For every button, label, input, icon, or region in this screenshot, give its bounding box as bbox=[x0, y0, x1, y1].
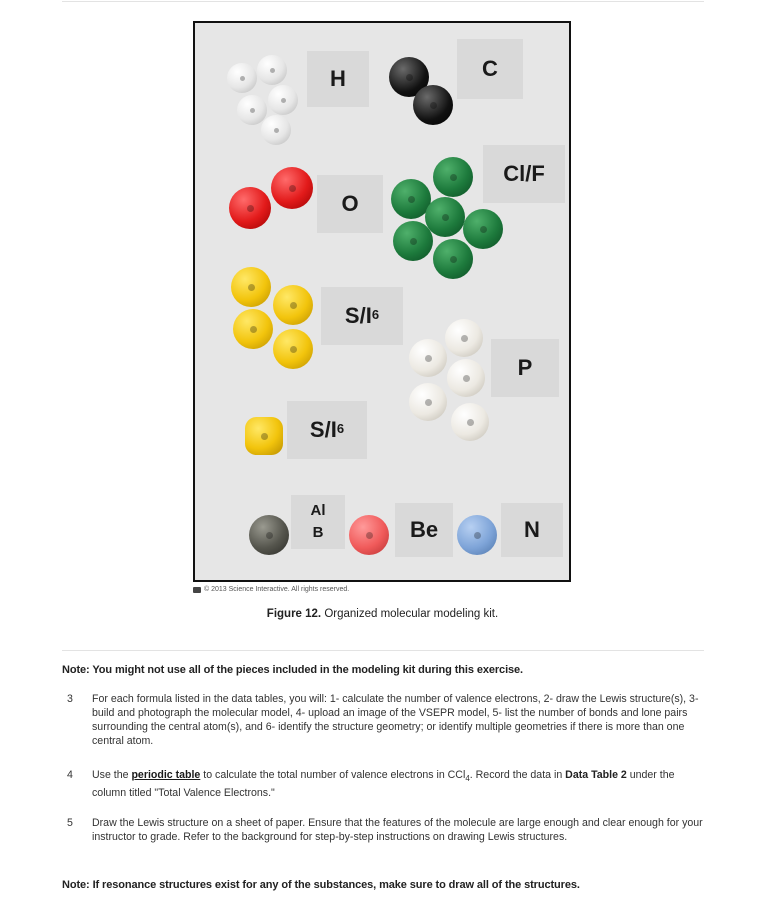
section-divider bbox=[62, 650, 704, 651]
label-p: P bbox=[491, 339, 559, 397]
copyright-line bbox=[193, 586, 349, 593]
oxygen-ball bbox=[271, 167, 313, 209]
label-s-i-group bbox=[321, 287, 403, 345]
note-resonance: Note: If resonance structures exist for any of the substances, make sure to draw all of the structures. bbox=[62, 879, 580, 891]
figure-caption bbox=[0, 608, 765, 620]
phosphorus-ball bbox=[409, 339, 447, 377]
carbon-ball bbox=[413, 85, 453, 125]
top-divider bbox=[62, 1, 704, 2]
step-text: Draw the Lewis structure on a sheet of paper. Ensure that the features of the molecule are large enough and clear enough for your instructor to grade. Refer to the background for step-by-step instructions on drawing Lewis structures. bbox=[92, 817, 703, 843]
step-4-mid: to calculate the total number of valence electrons in CCl bbox=[200, 769, 466, 781]
label-be: Be bbox=[395, 503, 453, 557]
label-al-b bbox=[291, 495, 345, 549]
chlorine-ball bbox=[463, 209, 503, 249]
oxygen-ball bbox=[229, 187, 271, 229]
hydrogen-ball bbox=[268, 85, 298, 115]
label-h: H bbox=[307, 51, 369, 107]
aluminum-ball bbox=[249, 515, 289, 555]
copyright-text: © 2013 Science Interactive. All rights reserved. bbox=[204, 586, 350, 593]
hydrogen-ball bbox=[237, 95, 267, 125]
camera-icon bbox=[193, 587, 201, 593]
step-text bbox=[92, 768, 704, 800]
step-number: 5 bbox=[67, 817, 73, 829]
hydrogen-ball bbox=[257, 55, 287, 85]
hydrogen-ball bbox=[261, 115, 291, 145]
step-4-mid2: . Record the data in bbox=[469, 769, 566, 781]
label-s-i-superscript: 6 bbox=[371, 306, 380, 322]
modeling-kit-photo bbox=[193, 21, 571, 582]
note-unused-pieces: Note: You might not use all of the pieces included in the modeling kit during this exercise. bbox=[62, 664, 524, 676]
step-5 bbox=[62, 816, 704, 860]
chlorine-ball bbox=[433, 239, 473, 279]
label-al: Al bbox=[310, 502, 326, 519]
label-s-i-single bbox=[287, 401, 367, 459]
label-s-i-single-text: S/I bbox=[309, 417, 337, 442]
chlorine-ball bbox=[393, 221, 433, 261]
phosphorus-ball bbox=[447, 359, 485, 397]
hydrogen-ball bbox=[227, 63, 257, 93]
label-o: O bbox=[317, 175, 383, 233]
step-number: 3 bbox=[67, 693, 73, 705]
step-text: For each formula listed in the data tables, you will: 1- calculate the number of valence electrons, 2- draw the Lewis structure(s), 3- build and photograph the molecular model, 4- upload an image of the VSEPR model, 5- list the number of bonds and lone pairs surrounding the central atom(s), and 6- identify the structure geometry; or identify multiple geometries if there is more than one central atom. bbox=[92, 693, 699, 747]
chlorine-ball bbox=[433, 157, 473, 197]
step-4-post: under the column titled "Total Valence Electrons." bbox=[92, 769, 675, 800]
label-c: C bbox=[457, 39, 523, 99]
label-s-i-single-superscript: 6 bbox=[336, 420, 345, 436]
label-b: B bbox=[312, 524, 324, 541]
sulfur-ball bbox=[231, 267, 271, 307]
sulfur-ball bbox=[273, 329, 313, 369]
phosphorus-ball bbox=[409, 383, 447, 421]
caption-text: Organized molecular modeling kit. bbox=[321, 608, 499, 620]
label-s-i-text: S/I bbox=[344, 303, 372, 328]
step-3 bbox=[62, 692, 704, 750]
nitrogen-ball bbox=[457, 515, 497, 555]
data-table-ref: Data Table 2 bbox=[565, 769, 627, 781]
phosphorus-ball bbox=[445, 319, 483, 357]
phosphorus-ball bbox=[451, 403, 489, 441]
periodic-table-link[interactable]: periodic table bbox=[131, 769, 201, 781]
chlorine-ball bbox=[425, 197, 465, 237]
sulfur-ball bbox=[273, 285, 313, 325]
sulfur-single-ball bbox=[245, 417, 283, 455]
caption-label: Figure 12. bbox=[266, 608, 322, 620]
beryllium-ball bbox=[349, 515, 389, 555]
step-4-subscript: 4 bbox=[465, 774, 470, 784]
step-4 bbox=[62, 768, 704, 798]
sulfur-ball bbox=[233, 309, 273, 349]
label-cl-f: Cl/F bbox=[483, 145, 565, 203]
step-number: 4 bbox=[67, 769, 73, 781]
step-4-pre: Use the bbox=[92, 769, 132, 781]
label-n: N bbox=[501, 503, 563, 557]
